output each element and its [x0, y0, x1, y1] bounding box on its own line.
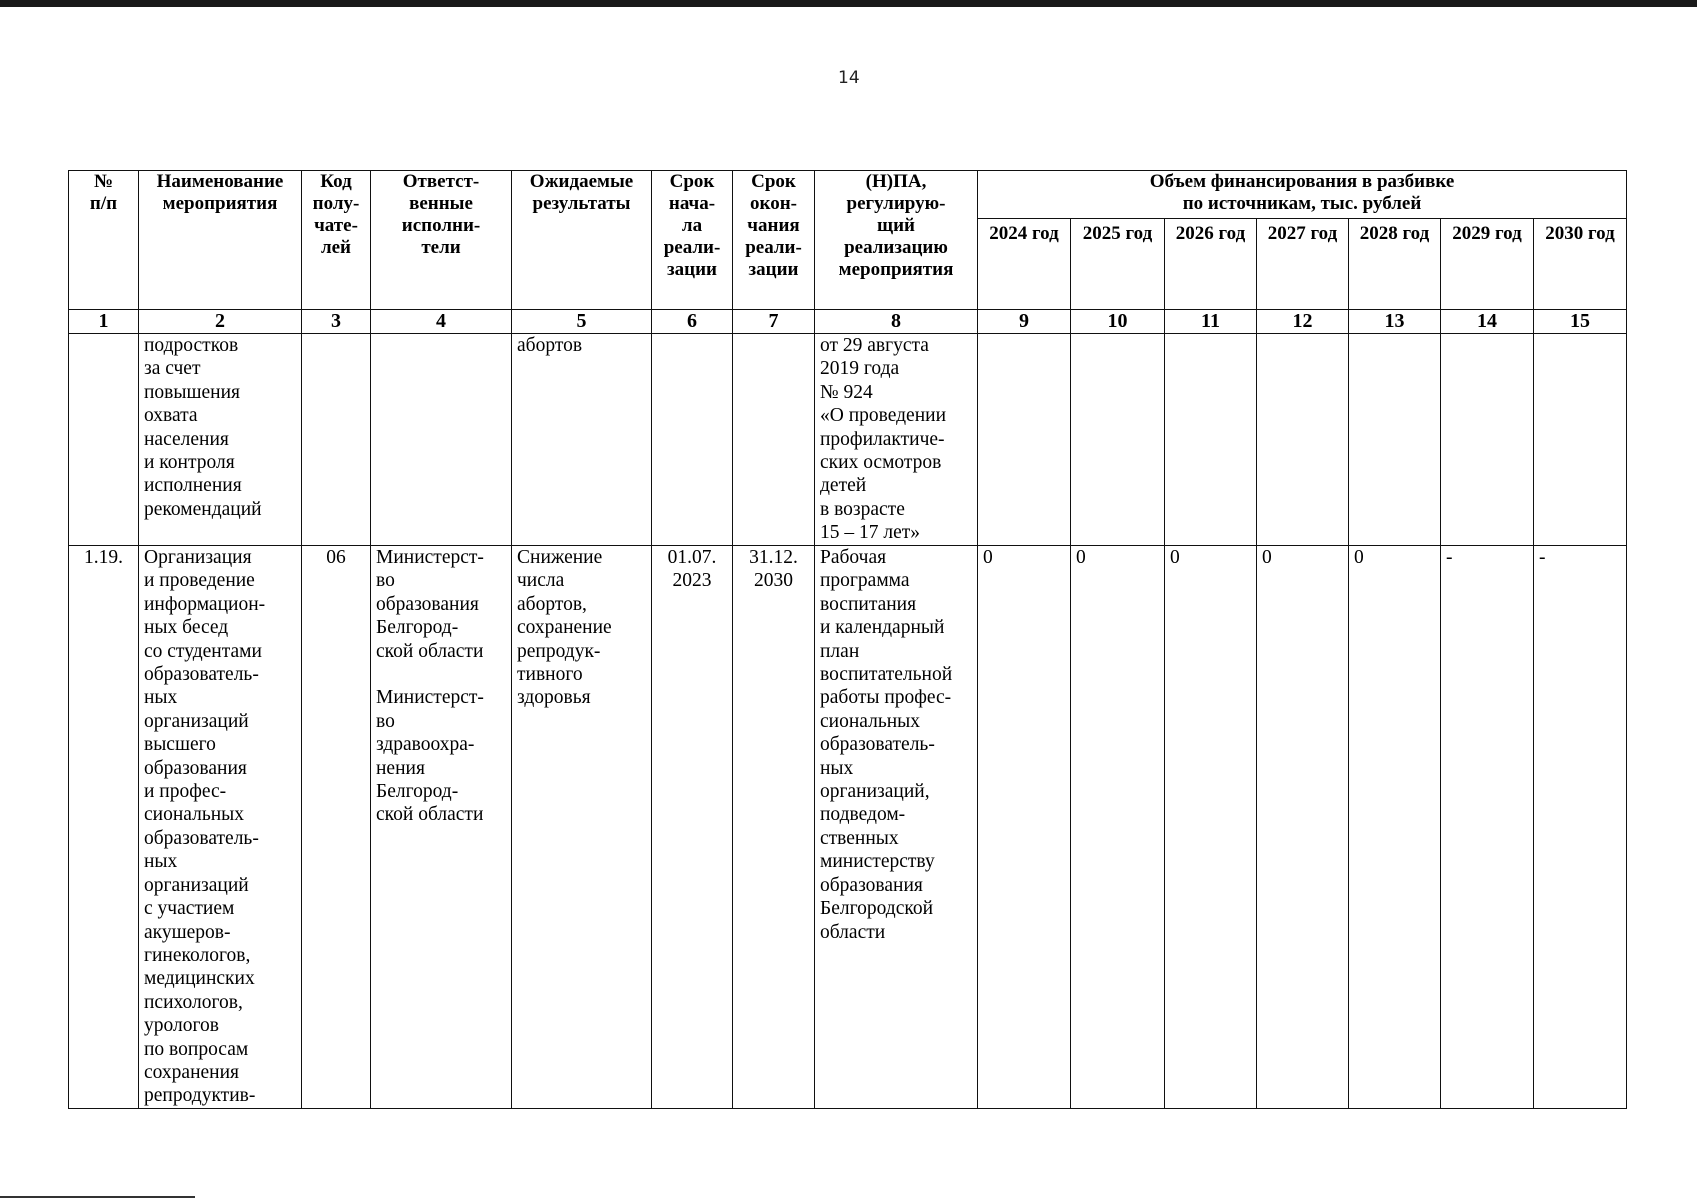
column-number: 10: [1071, 310, 1165, 334]
expected-results: Снижение числа абортов, сохранение репродук- тивного здоровья: [512, 546, 652, 1109]
recipient-code: 06: [302, 546, 371, 1109]
funding-2028: 0: [1349, 546, 1441, 1109]
column-number: 9: [978, 310, 1071, 334]
column-number: 14: [1441, 310, 1534, 334]
column-number: 3: [302, 310, 371, 334]
funding-2024: 0: [978, 546, 1071, 1109]
header-year-2026: 2026 год: [1165, 219, 1257, 310]
column-number: 4: [371, 310, 512, 334]
header-year-2024: 2024 год: [978, 219, 1071, 310]
header-row-1: [69, 171, 1627, 219]
activities-table: [68, 170, 1627, 1109]
header-year-2025: 2025 год: [1071, 219, 1165, 310]
start-date: 01.07. 2023: [652, 546, 733, 1109]
header-results: Ожидаемые результаты: [512, 171, 652, 310]
funding-2026: [1165, 334, 1257, 546]
header-year-2028: 2028 год: [1349, 219, 1441, 310]
funding-2028: [1349, 334, 1441, 546]
funding-2029: [1441, 334, 1534, 546]
expected-results: абортов: [512, 334, 652, 546]
recipient-code: [302, 334, 371, 546]
table-row: [69, 334, 1627, 546]
start-date: [652, 334, 733, 546]
column-number: 1: [69, 310, 139, 334]
end-date: [733, 334, 815, 546]
column-number: 2: [139, 310, 302, 334]
header-code: Код полу- чате- лей: [302, 171, 371, 310]
activity-name: подростков за счет повышения охвата населения и контроля исполнения рекомендаций: [139, 334, 302, 546]
funding-2025: 0: [1071, 546, 1165, 1109]
column-number: 13: [1349, 310, 1441, 334]
regulatory-act: Рабочая программа воспитания и календарный план воспитательной работы профес- сиональных образователь- ных организаций, подведом- ственных министерству образования Белгородской области: [815, 546, 978, 1109]
bottom-rule: [0, 1196, 195, 1198]
header-funding: Объем финансирования в разбивке по источникам, тыс. рублей: [978, 171, 1627, 219]
header-end: Срок окон- чания реали- зации: [733, 171, 815, 310]
responsible-executors: [371, 334, 512, 546]
column-number: 6: [652, 310, 733, 334]
funding-2025: [1071, 334, 1165, 546]
column-number: 11: [1165, 310, 1257, 334]
header-year-2030: 2030 год: [1534, 219, 1627, 310]
activity-name: Организация и проведение информацион- ных бесед со студентами образователь- ных организаций высшего образования и профес- сиональных образователь- ных организаций с участием акушеров- гинекологов, медицинских психологов, урологов по вопросам сохранения репродуктив-: [139, 546, 302, 1109]
table-row: [69, 546, 1627, 1109]
column-number: 5: [512, 310, 652, 334]
column-number: 15: [1534, 310, 1627, 334]
funding-2027: 0: [1257, 546, 1349, 1109]
header-year-2029: 2029 год: [1441, 219, 1534, 310]
header-num: № п/п: [69, 171, 139, 310]
responsible-executors: Министерст- во образования Белгород- ской области Министерст- во здравоохра- нения Белгород- ской области: [371, 546, 512, 1109]
row-number: 1.19.: [69, 546, 139, 1109]
regulatory-act: от 29 августа 2019 года № 924 «О проведении профилактиче- ских осмотров детей в возрасте 15 – 17 лет»: [815, 334, 978, 546]
column-number: 7: [733, 310, 815, 334]
funding-2024: [978, 334, 1071, 546]
header-npa: (Н)ПА, регулирую- щий реализацию мероприятия: [815, 171, 978, 310]
column-numbers-row: [69, 310, 1627, 334]
funding-2029: -: [1441, 546, 1534, 1109]
funding-2030: -: [1534, 546, 1627, 1109]
header-start: Срок нача- ла реали- зации: [652, 171, 733, 310]
funding-2026: 0: [1165, 546, 1257, 1109]
header-year-2027: 2027 год: [1257, 219, 1349, 310]
row-number: [69, 334, 139, 546]
column-number: 12: [1257, 310, 1349, 334]
page-number: 14: [838, 68, 860, 88]
funding-2027: [1257, 334, 1349, 546]
top-border: [0, 0, 1697, 7]
end-date: 31.12. 2030: [733, 546, 815, 1109]
funding-2030: [1534, 334, 1627, 546]
column-number: 8: [815, 310, 978, 334]
header-name: Наименование мероприятия: [139, 171, 302, 310]
header-responsible: Ответст- венные исполни- тели: [371, 171, 512, 310]
